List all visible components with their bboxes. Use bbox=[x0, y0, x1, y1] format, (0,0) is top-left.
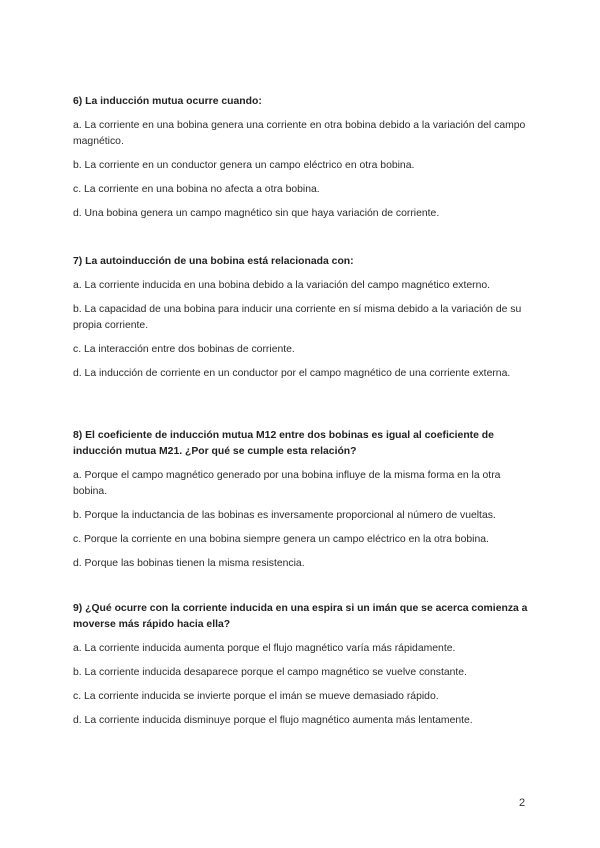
question-9 bbox=[73, 601, 533, 737]
question-8 bbox=[73, 428, 533, 580]
option-b: b. Porque la inductancia de las bobinas es inversamente proporcional al número de vueltas. bbox=[73, 510, 496, 521]
question-title: 6) La inducción mutua ocurre cuando: bbox=[73, 96, 262, 107]
question-6 bbox=[73, 94, 533, 230]
option-c: c. La corriente inducida se invierte porque el imán se mueve demasiado rápido. bbox=[73, 691, 439, 702]
option-a: a. La corriente en una bobina genera una corriente en otra bobina debido a la variación del campo magnético. bbox=[73, 120, 526, 147]
option-a: a. La corriente inducida en una bobina debido a la variación del campo magnético externo. bbox=[73, 280, 491, 291]
question-title: 7) La autoinducción de una bobina está relacionada con: bbox=[73, 256, 354, 267]
option-c: c. Porque la corriente en una bobina siempre genera un campo eléctrico en la otra bobina. bbox=[73, 534, 489, 545]
option-c: c. La corriente en una bobina no afecta a otra bobina. bbox=[73, 184, 320, 195]
page-number: 2 bbox=[519, 797, 526, 809]
option-d: d. Una bobina genera un campo magnético sin que haya variación de corriente. bbox=[73, 208, 440, 219]
option-d: d. La inducción de corriente en un conductor por el campo magnético de una corriente externa. bbox=[73, 368, 511, 379]
question-title: 9) ¿Qué ocurre con la corriente inducida en una espira si un imán que se acerca comienza a moverse más rápido hacia ella? bbox=[73, 603, 528, 630]
option-d: d. Porque las bobinas tienen la misma resistencia. bbox=[73, 558, 305, 569]
option-b: b. La capacidad de una bobina para inducir una corriente en sí misma debido a la variación de su propia corriente. bbox=[73, 304, 522, 331]
question-7 bbox=[73, 254, 533, 390]
option-a: a. Porque el campo magnético generado por una bobina influye de la misma forma en la otra bobina. bbox=[73, 470, 501, 497]
option-b: b. La corriente en un conductor genera un campo eléctrico en otra bobina. bbox=[73, 160, 415, 171]
option-b: b. La corriente inducida desaparece porque el campo magnético se vuelve constante. bbox=[73, 667, 467, 678]
option-d: d. La corriente inducida disminuye porque el flujo magnético aumenta más lentamente. bbox=[73, 715, 473, 726]
option-a: a. La corriente inducida aumenta porque el flujo magnético varía más rápidamente. bbox=[73, 643, 456, 654]
question-title: 8) El coeficiente de inducción mutua M12 entre dos bobinas es igual al coeficiente de inducción mutua M21. ¿Por qué se cumple esta relación? bbox=[73, 430, 494, 457]
option-c: c. La interacción entre dos bobinas de corriente. bbox=[73, 344, 295, 355]
